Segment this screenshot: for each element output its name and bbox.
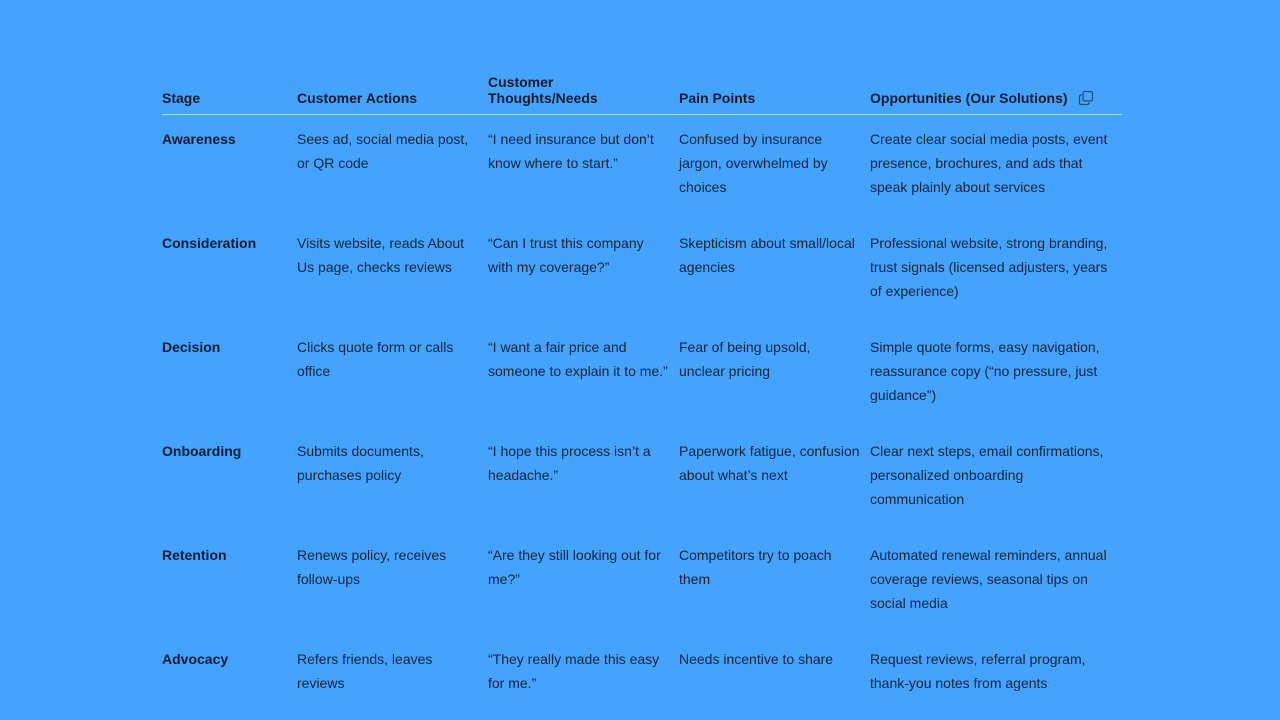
cell-stage: Onboarding [162,443,242,459]
cell-customer-thoughts: “They really made this easy for me.” [488,651,660,691]
cell-customer-thoughts: “I hope this process isn’t a headache.” [488,443,651,483]
cell-opportunities: Automated renewal reminders, annual coverage reviews, seasonal tips on social media [870,547,1107,611]
table-row [162,323,1122,427]
table-row [162,219,1122,323]
cell-customer-actions: Refers friends, leaves reviews [297,651,433,691]
header-pain-points: Pain Points [679,74,870,115]
cell-stage: Retention [162,547,227,563]
cell-pain-points: Confused by insurance jargon, overwhelmed by choices [679,131,828,195]
cell-pain-points: Fear of being upsold, unclear pricing [679,339,811,379]
copy-icon[interactable] [1078,90,1094,106]
header-stage: Stage [162,74,297,115]
cell-stage: Consideration [162,235,257,251]
cell-customer-actions: Submits documents, purchases policy [297,443,424,483]
table-row [162,115,1122,220]
cell-opportunities: Request reviews, referral program, thank-you notes from agents [870,651,1086,691]
cell-stage: Decision [162,339,221,355]
cell-customer-actions: Visits website, reads About Us page, checks reviews [297,235,465,275]
cell-pain-points: Competitors try to poach them [679,547,832,587]
customer-journey-table [162,74,1122,715]
cell-customer-thoughts: “I want a fair price and someone to explain it to me.” [488,339,668,379]
table-row [162,635,1122,715]
cell-stage: Awareness [162,131,236,147]
cell-pain-points: Paperwork fatigue, confusion about what’s next [679,443,860,483]
cell-customer-actions: Renews policy, receives follow-ups [297,547,447,587]
header-customer-actions: Customer Actions [297,74,488,115]
table-row [162,531,1122,635]
header-customer-thoughts: Customer Thoughts/Needs [488,74,679,115]
cell-opportunities: Professional website, strong branding, trust signals (licensed adjusters, years of experience) [870,235,1108,299]
cell-stage: Advocacy [162,651,229,667]
cell-customer-actions: Sees ad, social media post, or QR code [297,131,469,171]
table-header [162,74,1122,115]
table-body [162,115,1122,716]
cell-opportunities: Simple quote forms, easy navigation, reassurance copy (“no pressure, just guidance”) [870,339,1100,403]
cell-opportunities: Create clear social media posts, event presence, brochures, and ads that speak plainly about services [870,131,1108,195]
cell-customer-actions: Clicks quote form or calls office [297,339,454,379]
header-opportunities-cell [870,74,1122,115]
header-opportunities: Opportunities (Our Solutions) [870,90,1068,106]
cell-customer-thoughts: “Are they still looking out for me?” [488,547,661,587]
cell-pain-points: Needs incentive to share [679,651,834,667]
header-opportunities-wrap [870,90,1094,106]
cell-customer-thoughts: “I need insurance but don’t know where to start.” [488,131,654,171]
cell-pain-points: Skepticism about small/local agencies [679,235,855,275]
cell-opportunities: Clear next steps, email confirmations, personalized onboarding communication [870,443,1104,507]
table-row [162,427,1122,531]
cell-customer-thoughts: “Can I trust this company with my coverage?” [488,235,644,275]
header-row [162,74,1122,115]
